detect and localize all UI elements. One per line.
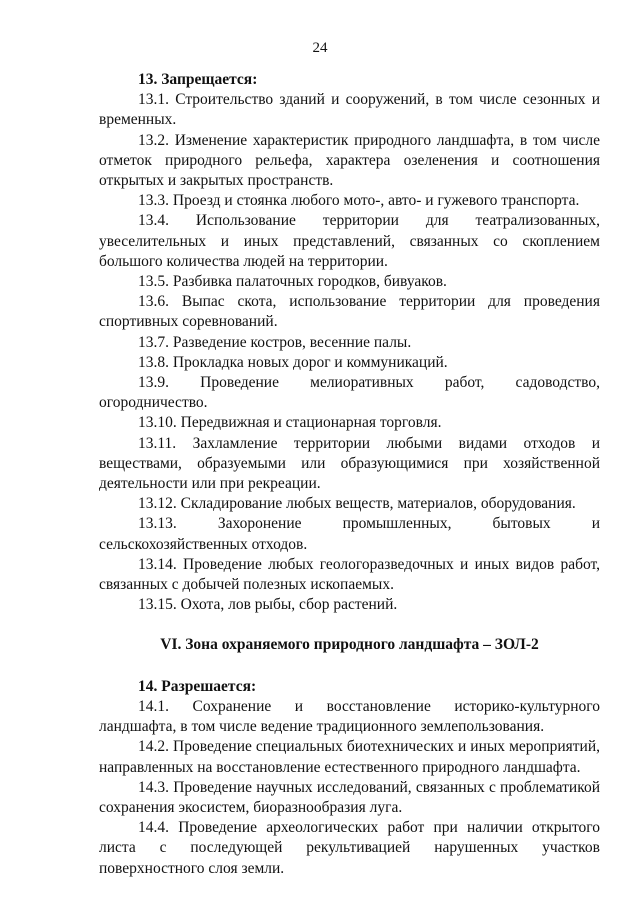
clause-13-14: 13.14. Проведение любых геологоразведочных и иных видов работ, связанных с добычей полезных ископаемых. xyxy=(99,555,600,594)
clause-13-15: 13.15. Охота, лов рыбы, сбор растений. xyxy=(138,596,398,614)
clause-13-10: 13.10. Передвижная и стационарная торговля. xyxy=(138,414,442,432)
clause-14-1: 14.1. Сохранение и восстановление историко-культурного ландшафта, в том числе ведение традиционного землепользования. xyxy=(99,697,600,736)
clause-13-3: 13.3. Проезд и стоянка любого мото-, авто- и гужевого транспорта. xyxy=(138,192,580,210)
clause-13-9: 13.9. Проведение мелиоративных работ, садоводство, огородничество. xyxy=(99,374,600,412)
clause-13-13: 13.13. Захоронение промышленных, бытовых и сельскохозяйственных отходов. xyxy=(99,515,600,553)
clause-13-12: 13.12. Складирование любых веществ, материалов, оборудования. xyxy=(138,495,576,513)
clause-13-5: 13.5. Разбивка палаточных городков, бивуаков. xyxy=(138,273,447,291)
clause-14-2: 14.2. Проведение специальных биотехнических и иных мероприятий, направленных на восстановление естественного природного ландшафта. xyxy=(99,738,600,776)
clause-14-3: 14.3. Проведение научных исследований, связанных с проблематикой сохранения экосистем, биоразнообразия луга. xyxy=(99,778,600,816)
clause-13-11: 13.11. Захламление территории любыми видами отходов и веществами, образуемыми или образующимися при хозяйственной деятельности или при рекреации. xyxy=(99,434,600,493)
section-13-heading: 13. Запрещается: xyxy=(138,71,258,88)
section-14-heading: 14. Разрешается: xyxy=(138,677,257,695)
clause-13-1: 13.1. Строительство зданий и сооружений, в том числе сезонных и временных. xyxy=(99,91,600,129)
page-number: 24 xyxy=(312,40,328,56)
clause-13-8: 13.8. Прокладка новых дорог и коммуникаций. xyxy=(138,353,448,371)
clause-13-2: 13.2. Изменение характеристик природного ландшафта, в том числе отметок природного рельефа, характера озеленения и соотношения открытых и закрытых пространств. xyxy=(99,131,600,190)
clause-13-7: 13.7. Разведение костров, весенние палы. xyxy=(138,333,412,351)
document-body xyxy=(99,70,600,879)
clause-13-4: 13.4. Использование территории для театрализованных, увеселительных и иных представлений, связанных со скоплением большого количества людей на территории. xyxy=(99,212,600,270)
clause-13-6: 13.6. Выпас скота, использование территории для проведения спортивных соревнований. xyxy=(99,293,600,331)
section-vi-title: VI. Зона охраняемого природного ландшафта – ЗОЛ-2 xyxy=(160,636,539,654)
clause-14-4: 14.4. Проведение археологических работ при наличии открытого листа с последующей рекультивацией нарушенных участков поверхностного слоя земли. xyxy=(99,819,600,877)
